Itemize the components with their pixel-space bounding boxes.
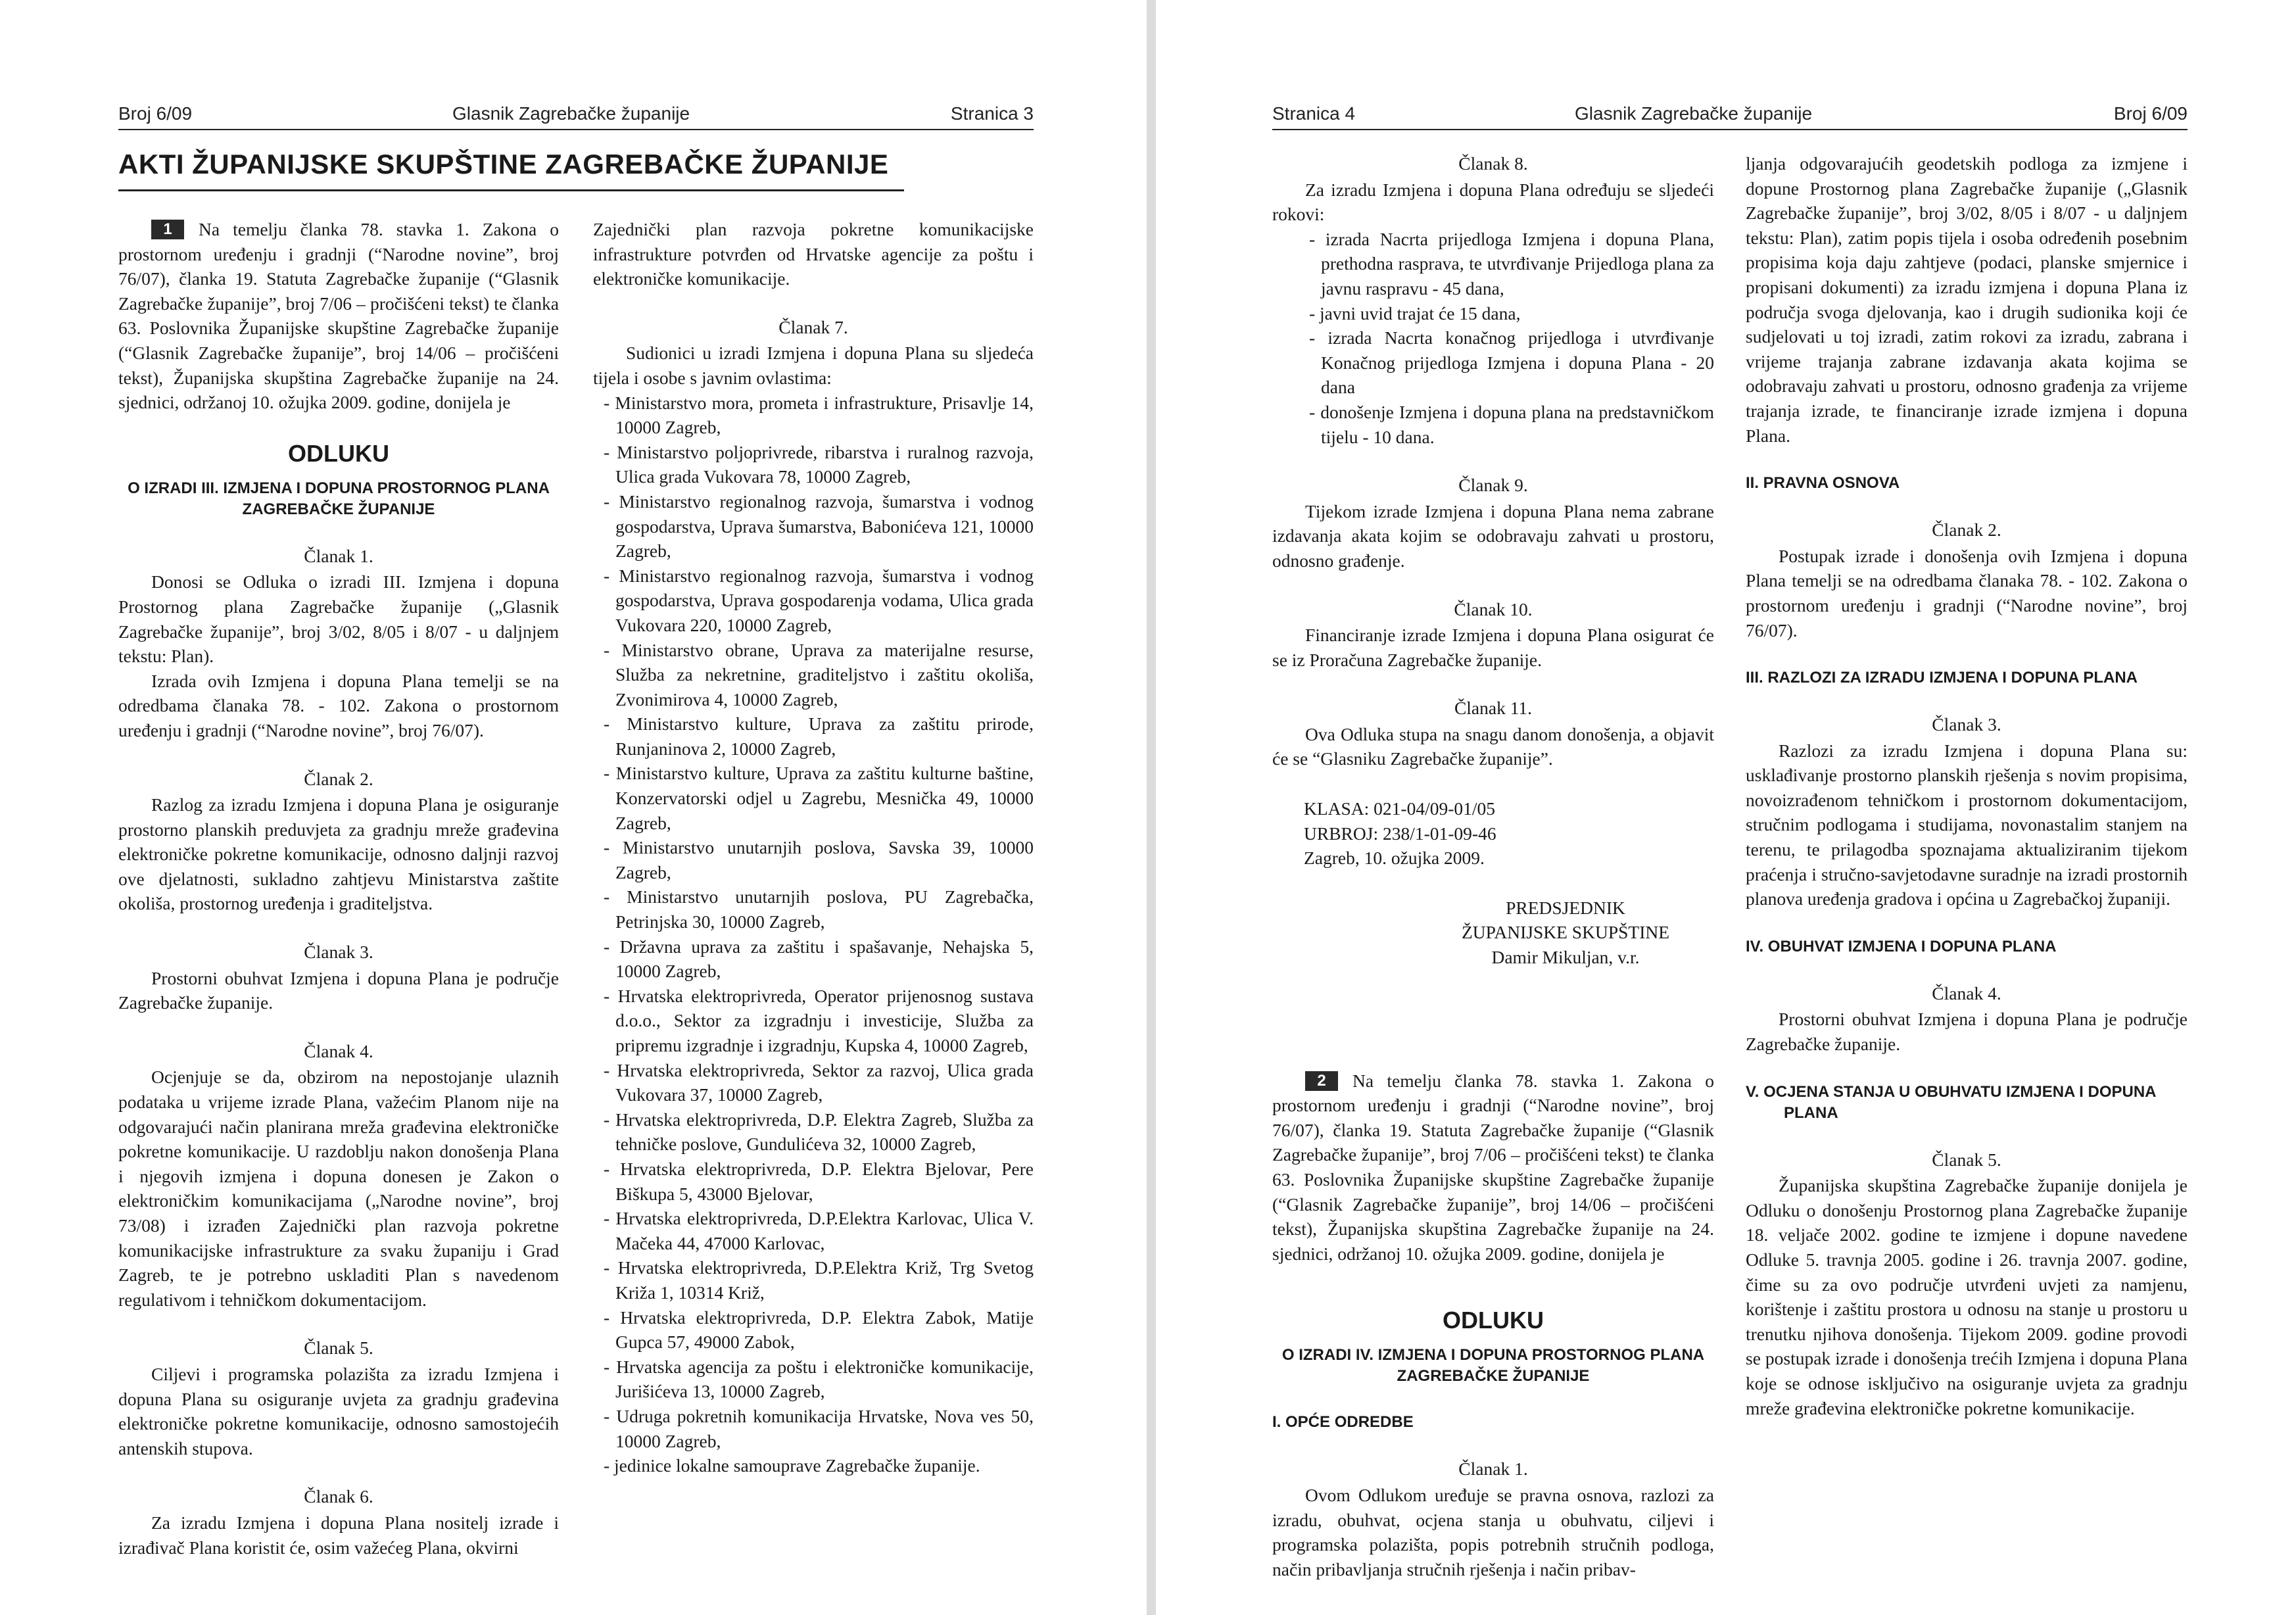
article-heading: Članak 3.: [1932, 714, 2001, 735]
article-heading: Članak 4.: [304, 1040, 373, 1061]
list-item: - Ministarstvo kulture, Uprava za zaštitu kulturne baštine, Konzervatorski odjel u Zagrebu, Mesnička 49, 10000 Zagreb,: [604, 763, 1034, 833]
list-item: - Hrvatska elektroprivreda, D.P.Elektra Križ, Trg Svetog Križa 1, 10314 Križ,: [604, 1257, 1034, 1303]
list-item: - Hrvatska agencija za poštu i elektroničke komunikacije, Jurišićeva 13, 10000 Zagreb,: [604, 1356, 1034, 1402]
article-heading: Članak 9.: [1458, 475, 1528, 496]
document-reference: [1304, 796, 1714, 871]
list-item: - Hrvatska elektroprivreda, D.P. Elektra Bjelovar, Pere Biškupa 5, 43000 Bjelovar,: [604, 1158, 1034, 1204]
article-heading: Članak 3.: [304, 942, 373, 963]
article-text: Sudionici u izradi Izmjena i dopuna Plana su sljedeća tijela i osobe s javnim ovlastima:: [593, 343, 1034, 388]
header-rule: [1272, 129, 2188, 130]
preamble: Na temelju članka 78. stavka 1. Zakona o prostornom uređenju i gradnji (“Narodne novine”, broj 76/07), članka 19. Statuta Zagrebačke županije (“Glasnik Zagrebačke županije”, broj 7/06 – pročišćeni tekst) te članka 63. Poslovnika Županijske skupštine Zagrebačke županije (“Glasnik Zagrebačke županije”, broj 14/06 – pročišćeni tekst), Županijska skupština Zagrebačke županije na 24. sjednici, održanoj 10. ožujka 2009. godine, donijela je: [1272, 1070, 1714, 1264]
list-item: - Ministarstvo mora, prometa i infrastrukture, Prisavlje 14, 10000 Zagreb,: [604, 392, 1034, 438]
act-number-badge: 2: [1305, 1071, 1338, 1091]
place-date: Zagreb, 10. ožujka 2009.: [1304, 848, 1485, 869]
list-item: - javni uvid trajat će 15 dana,: [1309, 302, 1521, 324]
list-item: - Ministarstvo unutarnjih poslova, PU Zagrebačka, Petrinjska 30, 10000 Zagreb,: [604, 886, 1034, 932]
article-text: Ova Odluka stupa na snagu danom donošenja, a objavit će se “Glasniku Zagrebačke županije”.: [1272, 723, 1714, 769]
running-header: [118, 97, 1034, 130]
list-item: - donošenje Izmjena i dopuna plana na predstavničkom tijelu - 10 dana.: [1309, 401, 1714, 447]
list-item: - izrada Nacrta prijedloga Izmjena i dopuna Plana, prethodna rasprava, te utvrđivanje Prijedloga plana za javnu raspravu - 45 dana,: [1309, 228, 1714, 299]
page-title: AKTI ŽUPANIJSKE SKUPŠTINE ZAGREBAČKE ŽUPANIJE: [118, 149, 889, 180]
article-text: Prostorni obuhvat Izmjena i dopuna Plana je područje Zagrebačke županije.: [118, 967, 559, 1013]
list-item: - izrada Nacrta konačnog prijedloga i utvrđivanje Konačnog prijedloga Izmjena i dopuna Plana - 20 dana: [1309, 327, 1714, 398]
list-item: - Ministarstvo poljoprivrede, ribarstva i ruralnog razvoja, Ulica grada Vukovara 78, 10000 Zagreb,: [604, 441, 1034, 487]
article-text: Razlog za izradu Izmjena i dopuna Plana je osiguranje prostorno planskih preduvjeta za gradnju mreže građevina elektroničke pokretne komunikacije, odnosno daljnji razvoj ove djelatnosti, sukladno zahtjevu Ministarstva zaštite okoliša, prostornog uređenja i graditeljstva.: [118, 794, 559, 914]
article-text: Ciljevi i programska polazišta za izradu Izmjena i dopuna Plana su osiguranje uvjeta za gradnju građevina elektroničke pokretne komunikacije, odnosno samostojećih antenskih stupova.: [118, 1363, 559, 1458]
list-item: - Udruga pokretnih komunikacija Hrvatske, Nova ves 50, 10000 Zagreb,: [604, 1405, 1034, 1451]
article-text: Postupak izrade i donošenja ovih Izmjena i dopuna Plana temelji se na odredbama članaka 78. - 102. Zakona o prostornom uređenju i gradnji (“Narodne novine”, broj 76/07).: [1746, 545, 2188, 640]
article-text: Ocjenjuje se da, obzirom na nepostojanje ulaznih podataka u vrijeme izrade Plana, važećim Planom nije na odgovarajući način planirana mreža građevina elektroničke pokretne komunikacije. U razdoblju nakon donošenja Plana i njegovih izmjena i dopuna donesen je Zakon o elektroničkim komunikacijama („Narodne novine”, broj 73/08) i izrađen Zajednički plan razvoja pokretne komunikacijske infrastrukture za svaku županiju i Grad Zagreb, te je potrebno uskladiti Plan s navedenom regulativom i tehničkom dokumentacijom.: [118, 1067, 559, 1310]
article-text: ljanja odgovarajućih geodetskih podloga za izmjene i dopune Prostornog plana Zagrebačke županije („Glasnik Zagrebačke županije”, broj 3/02, 8/05 i 8/07 - u daljnjem tekstu: Plan), zatim popis tijela i osoba određenih posebnim propisima koja daju zahtjeve (podaci, planske smjernice i propisani dokumenti) za izradu izmjena i dopuna Plana iz područja svoga djelovanja, kao i drugih sudionika koji će sudjelovati u toj izradi, zatim rokovi za izradu, zabrana i vrijeme trajanja zabrane izdavanja akata kojima se odobravaju zahvati u prostoru, odnosno građenja za vrijeme trajanja izrade, te financiranje izrade izmjena i dopuna Plana.: [1746, 153, 2188, 446]
article-text: Prostorni obuhvat Izmjena i dopuna Plana je područje Zagrebačke županije.: [1746, 1009, 2188, 1055]
article-text: Zajednički plan razvoja pokretne komunikacijske infrastrukture potvrđen od Hrvatske agencije za poštu i elektroničke komunikacije.: [593, 219, 1034, 289]
left-column-1: [118, 217, 559, 1560]
article-heading: Članak 5.: [1932, 1149, 2001, 1170]
page-left: [0, 0, 1147, 1615]
title-rule: [118, 189, 904, 191]
section-heading: III. RAZLOZI ZA IZRADU IZMJENA I DOPUNA PLANA: [1746, 669, 2138, 687]
signature-name: Damir Mikuljan, v.r.: [1491, 947, 1640, 968]
article-text: Razlozi za izradu Izmjena i dopuna Plana su: usklađivanje prostorno planskih rješenja s novim propisima, novoizrađenom tehničkom i prostornom dokumentacijom, stručnim podlogama i studijama, novonastalim stanjem na terenu, te prilagodba spoznajama aktualiziranim tijekom praćenja i stručno-savjetodavne suradnje na izradi prostornih planova uređenja gradova i općina u Zagrebačkoj županiji.: [1746, 740, 2188, 909]
article-heading: Članak 4.: [1932, 982, 2001, 1003]
right-column-1: [1272, 151, 1714, 1581]
signature-title: PREDSJEDNIK: [1506, 897, 1625, 918]
list-item: - Ministarstvo unutarnjih poslova, Savska 39, 10000 Zagreb,: [604, 837, 1034, 882]
deadlines-list: [1299, 227, 1714, 449]
article-heading: Članak 7.: [778, 316, 848, 337]
list-item: - Ministarstvo obrane, Uprava za materijalne resurse, Služba za nekretnine, graditeljstvo i zaštitu okoliša, Zvonimirova 4, 10000 Zagreb,: [604, 639, 1034, 710]
article-text: Za izradu Izmjena i dopuna Plana određuju se sljedeći rokovi:: [1272, 179, 1714, 225]
article-text: Za izradu Izmjena i dopuna Plana nositelj izrade i izrađivač Plana koristit će, osim važećeg Plana, okvirni: [118, 1512, 559, 1558]
list-item: - Hrvatska elektroprivreda, D.P.Elektra Karlovac, Ulica V. Mačeka 44, 47000 Karlovac,: [604, 1208, 1034, 1253]
list-item: - jedinice lokalne samouprave Zagrebačke županije.: [604, 1455, 980, 1476]
article-heading: Članak 8.: [1458, 153, 1528, 174]
decision-subtitle: O IZRADI III. IZMJENA I DOPUNA PROSTORNOG PLANA ZAGREBAČKE ŽUPANIJE: [128, 479, 550, 518]
decision-heading: ODLUKU: [1443, 1307, 1544, 1334]
signature-block: [1417, 896, 1714, 970]
article-heading: Članak 5.: [304, 1338, 373, 1359]
publication-title: Glasnik Zagrebačke županije: [452, 103, 690, 124]
decision-heading: ODLUKU: [288, 439, 389, 467]
article-heading: Članak 2.: [304, 768, 373, 789]
list-item: - Hrvatska elektroprivreda, Sektor za razvoj, Ulica grada Vukovara 37, 10000 Zagreb,: [604, 1059, 1034, 1105]
participants-list: [593, 391, 1034, 1478]
list-item: - Hrvatska elektroprivreda, D.P. Elektra Zabok, Matije Gupca 57, 49000 Zabok,: [604, 1307, 1034, 1353]
article-heading: Članak 11.: [1454, 698, 1533, 719]
right-column-2: [1746, 151, 2188, 1420]
urbroj: URBROJ: 238/1-01-09-46: [1304, 823, 1496, 844]
header-rule: [118, 129, 1034, 130]
preamble: Na temelju članka 78. stavka 1. Zakona o prostornom uređenju i gradnji (“Narodne novine”, broj 76/07), članka 19. Statuta Zagrebačke županije (“Glasnik Zagrebačke županije”, broj 7/06 – pročišćeni tekst) te članka 63. Poslovnika Županijske skupštine Zagrebačke županije (“Glasnik Zagrebačke županije”, broj 14/06 – pročišćeni tekst), Županijska skupština Zagrebačke županije na 24. sjednici, održanoj 10. ožujka 2009. godine, donijela je: [118, 219, 559, 413]
article-text: Financiranje izrade Izmjena i dopuna Plana osigurat će se iz Proračuna Zagrebačke županije.: [1272, 625, 1714, 670]
list-item: - Hrvatska elektroprivreda, Operator prijenosnog sustava d.o.o., Sektor za izgradnju i investicije, Služba za pripremu izgradnje i izgradnju, Kupska 4, 10000 Zagreb,: [604, 985, 1034, 1055]
article-heading: Članak 6.: [304, 1486, 373, 1507]
list-item: - Ministarstvo kulture, Uprava za zaštitu prirode, Runjaninova 2, 10000 Zagreb,: [604, 713, 1034, 759]
page-number: Stranica 4: [1272, 103, 1356, 124]
left-column-2: [593, 217, 1034, 1478]
list-item: - Državna uprava za zaštitu i spašavanje, Nehajska 5, 10000 Zagreb,: [604, 936, 1034, 982]
article-text: Županijska skupština Zagrebačke županije donijela je Odluku o donošenju Prostornog plana Zagrebačke županije 18. veljače 2002. godine te izmjene i dopune navedene Odluke 5. travnja 2005. godine i 26. travnja 2007. godine, čime su za ovo područje utvrđeni uvjeti za namjenu, korištenje i zaštitu prostora u odnosu na stanje u prostoru u trenutku njihova donošenja. Tijekom 2009. godine provodi se postupak izrade i donošenja trećih Izmjena i dopuna Plana koje se odnose isključivo na osiguranje uvjeta za gradnju mreže građevina elektroničke pokretne komunikacije.: [1746, 1175, 2188, 1418]
list-item: - Ministarstvo regionalnog razvoja, šumarstva i vodnog gospodarstva, Uprava gospodarenja vodama, Ulica grada Vukovara 220, 10000 Zagreb,: [604, 565, 1034, 635]
publication-title: Glasnik Zagrebačke županije: [1575, 103, 1813, 124]
article-text: Izrada ovih Izmjena i dopuna Plana temelji se na odredbama članaka 78. - 102. Zakona o prostornom uređenju i gradnji (“Narodne novine”, broj 76/07).: [118, 670, 559, 740]
running-header: [1272, 97, 2188, 130]
page-number: Stranica 3: [950, 103, 1034, 124]
act-number-badge: 1: [151, 220, 184, 239]
section-heading: IV. OBUHVAT IZMJENA I DOPUNA PLANA: [1746, 937, 2057, 955]
section-heading: V. OCJENA STANJA U OBUHVATU IZMJENA I DOPUNA PLANA: [1746, 1082, 2156, 1122]
section-heading: I. OPĆE ODREDBE: [1272, 1413, 1414, 1432]
klasa: KLASA: 021-04/09-01/05: [1304, 798, 1496, 819]
section-heading: II. PRAVNA OSNOVA: [1746, 474, 1900, 493]
article-text: Tijekom izrade Izmjena i dopuna Plana nema zabrane izdavanja akata kojim se odobravaju zahvati u prostoru, odnosno građenje.: [1272, 500, 1714, 571]
decision-subtitle: O IZRADI IV. IZMJENA I DOPUNA PROSTORNOG PLANA ZAGREBAČKE ŽUPANIJE: [1281, 1346, 1705, 1386]
article-heading: Članak 2.: [1932, 519, 2001, 541]
signature-body: ŽUPANIJSKE SKUPŠTINE: [1461, 922, 1670, 943]
article-heading: Članak 10.: [1454, 598, 1533, 619]
article-text: Donosi se Odluka o izradi III. Izmjena i dopuna Prostornog plana Zagrebačke županije („Glasnik Zagrebačke županije”, broj 3/02, 8/05 i 8/07 - u daljnjem tekstu: Plan).: [118, 571, 559, 667]
page-right: [1156, 0, 2296, 1615]
issue-number: Broj 6/09: [118, 103, 193, 124]
article-heading: Članak 1.: [304, 545, 373, 566]
article-text: Ovom Odlukom uređuje se pravna osnova, razlozi za izradu, obuhvat, ocjena stanja u obuhvatu, ciljevi i programska polazišta, popis potrebnih stručnih podloga, način pribavljanja stručnih rješenja i način pribav-: [1272, 1484, 1714, 1579]
issue-number: Broj 6/09: [2113, 103, 2188, 124]
list-item: - Hrvatska elektroprivreda, D.P. Elektra Zagreb, Služba za tehničke poslove, Gundulićeva 32, 10000 Zagreb,: [604, 1109, 1034, 1155]
article-heading: Članak 1.: [1458, 1458, 1528, 1480]
list-item: - Ministarstvo regionalnog razvoja, šumarstva i vodnog gospodarstva, Uprava šumarstva, Babonićeva 121, 10000 Zagreb,: [604, 491, 1034, 562]
